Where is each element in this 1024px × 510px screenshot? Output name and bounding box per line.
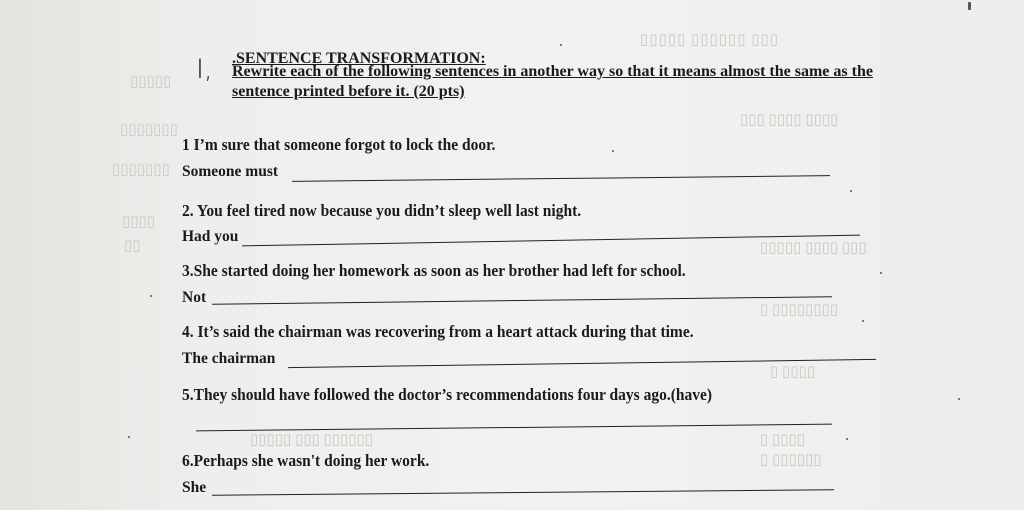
question-1-stem: Someone must <box>182 163 279 180</box>
question-6-text: 6.Perhaps she wasn't doing her work. <box>182 452 430 471</box>
show-through-marks: ▯▯▯▯▯ ▯▯▯▯▯▯ ▯▯▯ ▯▯▯▯▯ ▯▯▯▯▯▯▯ ▯▯▯▯▯▯▯ ▯▯▯▯ ▯▯ ▯▯▯ ▯▯▯▯ ▯▯▯▯ ▯▯▯▯▯ ▯▯▯▯ ▯▯▯ ▯ ▯▯▯▯▯▯▯▯ ▯ ▯▯▯▯ ▯ ▯▯▯▯ ▯ ▯▯▯▯▯▯ ▯▯▯▯▯ ▯▯▯ ▯▯▯▯▯▯ <box>112 32 867 468</box>
question-2-text: 2. You feel tired now because you didn’t sleep well last night. <box>182 202 582 221</box>
question-5-text: 5.They should have followed the doctor’s recommendations four days ago.(have) <box>182 386 713 405</box>
question-3-stem: Not <box>182 289 207 306</box>
question-3-text: 3.She started doing her homework as soon as her brother had left for school. <box>182 262 686 281</box>
question-2-stem: Had you <box>182 228 239 245</box>
question-6-stem: She <box>182 479 207 496</box>
section-number: I, <box>196 54 213 85</box>
question-4-stem: The chairman <box>182 350 276 367</box>
instructions: Rewrite each of the following sentences in another way so that it means almost the same as the sentence printed before it. (20 pts) <box>232 63 873 100</box>
question-1-text: 1 I’m sure that someone forgot to lock the door. <box>182 136 496 155</box>
section-title: .SENTENCE TRANSFORMATION: <box>232 50 486 67</box>
question-4-text: 4. It’s said the chairman was recovering from a heart attack during that time. <box>182 323 694 342</box>
